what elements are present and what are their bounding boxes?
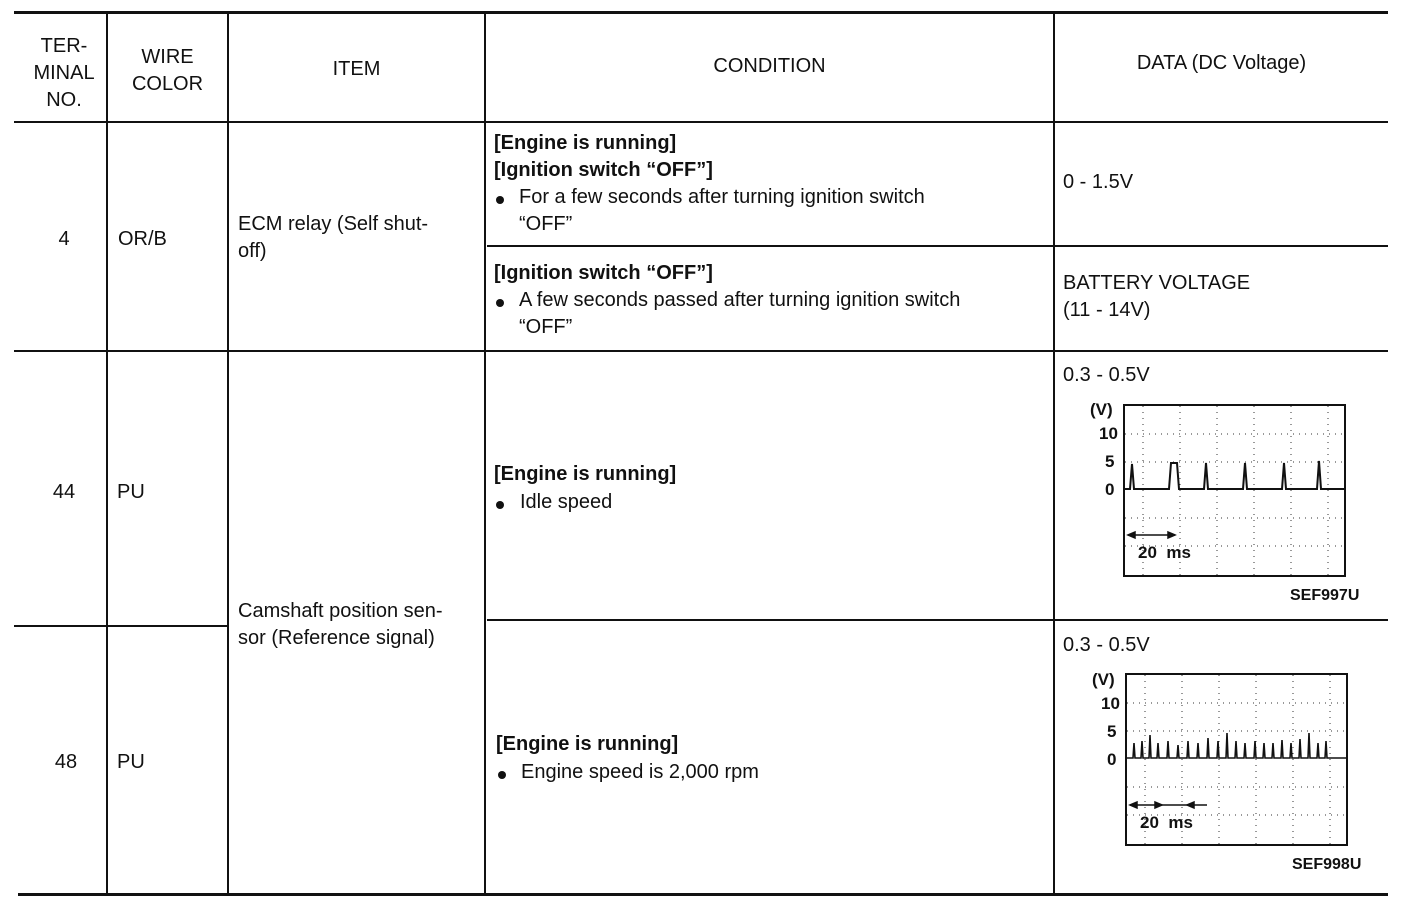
scope2-trace	[1127, 733, 1346, 758]
terminal-4: 4	[58, 228, 70, 250]
condition-4b-heading: [Ignition switch “OFF”]	[494, 262, 713, 284]
condition-4a-detail-line1: For a few seconds after turning ignition switch	[519, 186, 925, 208]
figure-id-sef998u: SEF998U	[1292, 856, 1362, 873]
bullet-icon	[496, 501, 504, 509]
condition-48-heading: [Engine is running]	[496, 733, 679, 755]
rule-bottom	[18, 893, 1388, 896]
item-ecm-relay	[238, 211, 428, 265]
scope1-y5: 5	[1105, 452, 1115, 471]
data-4b	[1063, 270, 1250, 324]
condition-4b-detail-line1: A few seconds passed after turning ignition switch	[519, 289, 961, 311]
scope2-y0: 0	[1107, 750, 1117, 769]
scope2-time-marker	[1130, 802, 1207, 808]
rule-header-bottom	[14, 121, 1388, 123]
bullet-icon	[498, 771, 506, 779]
data-4a: 0 - 1.5V	[1063, 171, 1134, 193]
condition-4a-detail	[519, 184, 925, 238]
terminal-44: 44	[52, 481, 76, 503]
rule-col3	[484, 14, 486, 894]
rule-row44-bottom-left	[14, 625, 228, 627]
scope1-y0: 0	[1105, 480, 1115, 499]
terminal-48: 48	[54, 751, 78, 773]
item-camshaft-line1: Camshaft position sen-	[238, 600, 443, 622]
item-ecm-relay-line2: off)	[238, 240, 267, 262]
header-item: ITEM	[332, 58, 381, 80]
data-4b-line2: (11 - 14V)	[1063, 299, 1151, 321]
condition-48-detail: Engine speed is 2,000 rpm	[521, 761, 759, 783]
header-terminal-line3: NO.	[46, 89, 82, 111]
data-48: 0.3 - 0.5V	[1063, 634, 1150, 656]
header-terminal-line1: TER-	[40, 35, 88, 57]
header-data: DATA (DC Voltage)	[1136, 52, 1307, 74]
header-terminal	[22, 33, 106, 114]
wire-color-48: PU	[117, 751, 145, 773]
figure-id-sef997u: SEF997U	[1290, 587, 1360, 604]
header-terminal-line2: MINAL	[33, 62, 95, 84]
scope2-time-label: 20 ms	[1140, 813, 1193, 832]
scope1-unit: (V)	[1090, 400, 1113, 419]
condition-4a-heading-line1: [Engine is running]	[494, 132, 677, 154]
scope2-unit: (V)	[1092, 670, 1115, 689]
data-44: 0.3 - 0.5V	[1063, 364, 1150, 386]
scope1-time-label: 20 ms	[1138, 543, 1191, 562]
condition-4b-detail-line2: “OFF”	[519, 316, 573, 338]
header-wire-line2: COLOR	[131, 73, 204, 95]
wire-color-44: PU	[117, 481, 145, 503]
header-wire-color	[108, 44, 227, 98]
header-condition: CONDITION	[713, 55, 826, 77]
rule-row44-bottom-right	[487, 619, 1388, 621]
condition-4a-heading	[494, 130, 713, 184]
item-camshaft-line2: sor (Reference signal)	[238, 627, 435, 649]
scope1-time-marker	[1128, 532, 1175, 538]
condition-44-detail: Idle speed	[520, 491, 613, 513]
condition-44-heading: [Engine is running]	[494, 463, 677, 485]
bullet-icon	[496, 299, 504, 307]
condition-4b-detail	[519, 287, 960, 341]
scope2-y10: 10	[1101, 694, 1120, 713]
data-4b-line1: BATTERY VOLTAGE	[1063, 272, 1251, 294]
condition-4a-detail-line2: “OFF”	[519, 213, 573, 235]
rule-row4-bottom	[14, 350, 1388, 352]
header-wire-line1: WIRE	[141, 46, 194, 68]
rule-col4	[1053, 14, 1055, 894]
scope2-y5: 5	[1107, 722, 1117, 741]
rule-row4-mid	[487, 245, 1388, 247]
item-ecm-relay-line1: ECM relay (Self shut-	[238, 213, 429, 235]
scope1-trace	[1125, 461, 1344, 489]
wire-color-4: OR/B	[118, 228, 167, 250]
bullet-icon	[496, 196, 504, 204]
item-camshaft-sensor	[238, 598, 443, 652]
rule-top	[14, 11, 1388, 14]
condition-4a-heading-line2: [Ignition switch “OFF”]	[494, 159, 713, 181]
rule-col2	[227, 14, 229, 894]
scope1-y10: 10	[1099, 424, 1118, 443]
